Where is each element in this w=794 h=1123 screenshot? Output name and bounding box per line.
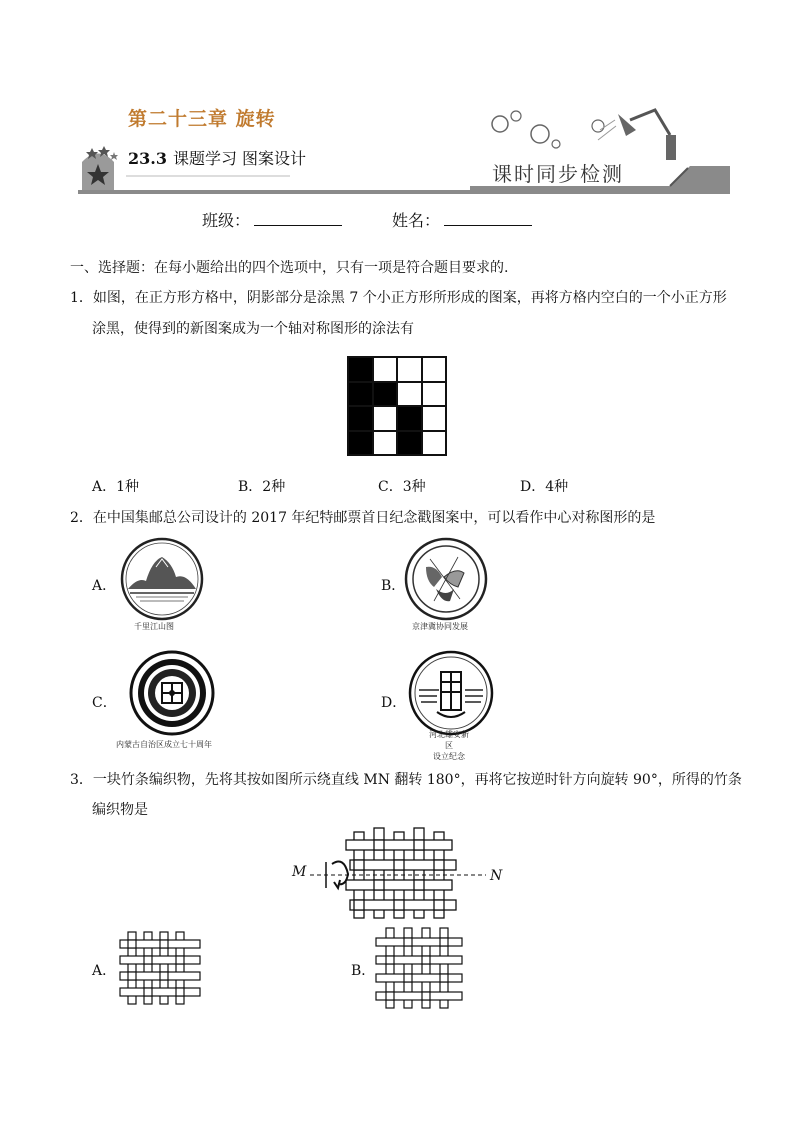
name-field bbox=[392, 208, 532, 231]
q2-option-c-label[interactable]: C． bbox=[92, 695, 117, 711]
section-number: 23.3 bbox=[128, 149, 167, 168]
chapter-title: 第二十三章 旋转 bbox=[128, 108, 276, 130]
q1-line1: 1．如图，在正方形方格中，阴影部分是涂黑 7 个小正方形所形成的图案，再将方格内空白的一个小正方形 bbox=[70, 290, 727, 306]
grid-cell bbox=[422, 406, 447, 431]
grid-cell bbox=[422, 382, 447, 407]
name-blank[interactable] bbox=[444, 211, 532, 226]
grid-cell bbox=[373, 382, 398, 407]
stamp-jingjinji-icon bbox=[400, 537, 492, 621]
q1-line2: 涂黑，使得到的新图案成为一个轴对称图形的涂法有 bbox=[92, 321, 414, 337]
q2-option-b-label[interactable]: B． bbox=[381, 578, 406, 594]
grid-cell bbox=[397, 382, 422, 407]
q2-caption-a: 千里江山图 bbox=[134, 622, 174, 631]
grid-cell bbox=[397, 357, 422, 382]
lesson-badge: 课时同步检测 bbox=[492, 162, 624, 186]
q2-option-a-label[interactable]: A． bbox=[92, 578, 117, 594]
grid-cell bbox=[348, 357, 373, 382]
class-field bbox=[202, 208, 342, 231]
q3-option-b-label[interactable]: B． bbox=[351, 963, 376, 979]
q3-line1: 3．一块竹条编织物，先将其按如图所示绕直线 MN 翻转 180°，再将它按逆时针方向旋转 90°，所得的竹条 bbox=[70, 772, 742, 788]
q3-label-m: M bbox=[292, 864, 307, 880]
grid-cell bbox=[373, 431, 398, 456]
grid-cell bbox=[373, 406, 398, 431]
q3-option-a-label[interactable]: A． bbox=[92, 963, 117, 979]
q3-weave-figure bbox=[286, 826, 506, 922]
q2-option-d-label[interactable]: D． bbox=[381, 695, 407, 711]
q2-caption-d-line2: 设立纪念 bbox=[433, 752, 465, 761]
q3-option-b-weave[interactable] bbox=[374, 926, 466, 1010]
class-blank[interactable] bbox=[254, 211, 342, 226]
grid-cell bbox=[422, 357, 447, 382]
stamp-neimenggu-icon bbox=[128, 650, 216, 736]
q1-grid bbox=[347, 356, 447, 456]
q2-caption-c: 内蒙古自治区成立七十周年 bbox=[116, 740, 212, 749]
q2-caption-d bbox=[428, 729, 470, 762]
stamp-xiongan-icon bbox=[407, 650, 495, 736]
grid-cell bbox=[348, 382, 373, 407]
part1-title: 一、选择题：在每小题给出的四个选项中，只有一项是符合题目要求的. bbox=[70, 260, 509, 276]
name-label: 姓名： bbox=[392, 211, 441, 230]
q1-option-b[interactable]: B．2种 bbox=[238, 479, 286, 495]
stamp-qianli-jiangshan-icon bbox=[116, 537, 208, 621]
q2-caption-d-line1: 河北雄安新区 bbox=[429, 730, 469, 750]
grid-cell bbox=[397, 431, 422, 456]
grid-cell bbox=[373, 357, 398, 382]
q1-option-c[interactable]: C．3种 bbox=[378, 479, 426, 495]
q2-caption-b: 京津冀协同发展 bbox=[412, 622, 468, 631]
section-title bbox=[128, 146, 306, 169]
grid-cell bbox=[348, 431, 373, 456]
q3-label-n: N bbox=[490, 868, 503, 884]
section-name: 课题学习 图案设计 bbox=[172, 149, 307, 168]
q2-text: 2．在中国集邮总公司设计的 2017 年纪特邮票首日纪念戳图案中，可以看作中心对称图形的是 bbox=[70, 510, 656, 526]
q1-option-d[interactable]: D．4种 bbox=[520, 479, 569, 495]
grid-cell bbox=[422, 431, 447, 456]
q1-option-a[interactable]: A．1种 bbox=[92, 479, 140, 495]
grid-cell bbox=[397, 406, 422, 431]
grid-cell bbox=[348, 406, 373, 431]
q3-option-a-weave[interactable] bbox=[118, 930, 204, 1006]
q3-line2: 编织物是 bbox=[92, 802, 148, 818]
class-label: 班级： bbox=[202, 211, 251, 230]
